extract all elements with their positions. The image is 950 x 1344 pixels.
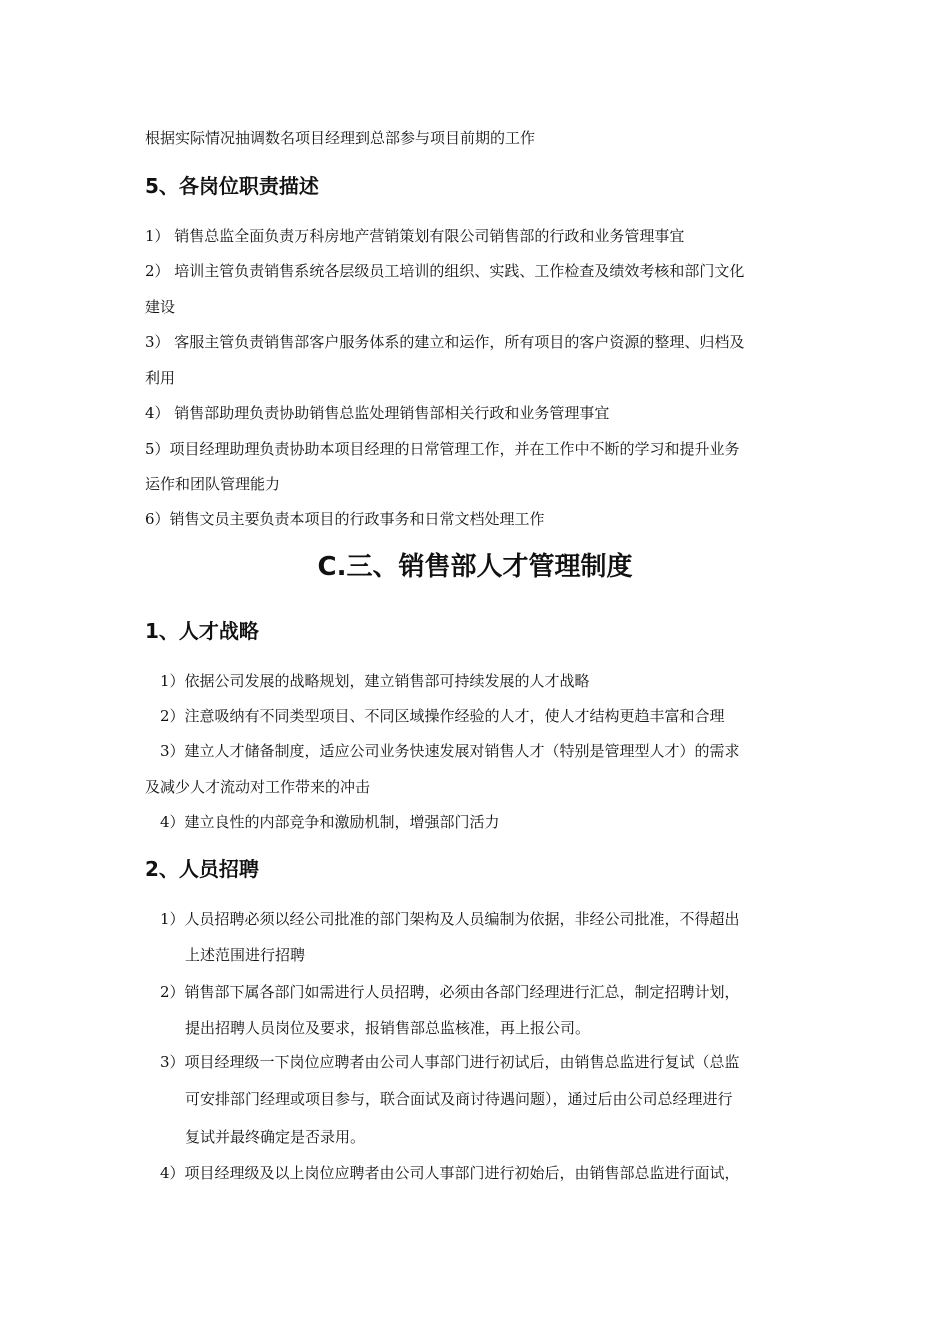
section-5-line: 4） 销售部助理负责协助销售总监处理销售部相关行政和业务管理事宜: [145, 404, 610, 422]
section-1-line: 2）注意吸纳有不同类型项目、不同区域操作经验的人才，使人才结构更趋丰富和合理: [160, 707, 725, 725]
section-2-line: 4）项目经理级及以上岗位应聘者由公司人事部门进行初始后，由销售部总监进行面试，: [160, 1164, 740, 1182]
section-2-heading: 2、人员招聘: [145, 857, 259, 881]
section-2-line: 可安排部门经理或项目参与，联合面试及商讨待遇问题），通过后由公司总经理进行: [185, 1090, 733, 1108]
section-2-line: 3）项目经理级一下岗位应聘者由公司人事部门进行初试后，由销售总监进行复试（总监: [160, 1053, 740, 1071]
section-5-heading: 5、各岗位职责描述: [145, 174, 319, 198]
section-2-line: 1）人员招聘必须以经公司批准的部门架构及人员编制为依据，非经公司批准，不得超出: [160, 910, 740, 928]
intro-line: 根据实际情况抽调数名项目经理到总部参与项目前期的工作: [145, 129, 536, 147]
section-1-line: 4）建立良性的内部竞争和激励机制，增强部门活力: [160, 813, 500, 831]
section-5-line: 3） 客服主管负责销售部客户服务体系的建立和运作，所有项目的客户资源的整理、归档及: [145, 333, 745, 351]
section-2-line: 上述范围进行招聘: [185, 946, 306, 964]
section-1-heading: 1、人才战略: [145, 619, 259, 643]
section-1-line: 及减少人才流动对工作带来的冲击: [145, 778, 371, 796]
section-5-line: 5）项目经理助理负责协助本项目经理的日常管理工作，并在工作中不断的学习和提升业务: [145, 440, 740, 458]
section-5-line: 建设: [145, 298, 176, 316]
section-1-line: 1）依据公司发展的战略规划，建立销售部可持续发展的人才战略: [160, 672, 590, 690]
section-1-line: 3）建立人才储备制度，适应公司业务快速发展对销售人才（特别是管理型人才）的需求: [160, 742, 740, 760]
section-5-line: 1） 销售总监全面负责万科房地产营销策划有限公司销售部的行政和业务管理事宜: [145, 227, 685, 245]
chapter-title: C.三、销售部人才管理制度: [317, 552, 633, 582]
section-5-line: 运作和团队管理能力: [145, 475, 281, 493]
section-2-line: 提出招聘人员岗位及要求，报销售部总监核准，再上报公司。: [185, 1019, 591, 1037]
section-2-line: 2）销售部下属各部门如需进行人员招聘，必须由各部门经理进行汇总，制定招聘计划，: [160, 983, 740, 1001]
section-5-line: 6）销售文员主要负责本项目的行政事务和日常文档处理工作: [145, 510, 545, 528]
section-2-line: 复试并最终确定是否录用。: [185, 1128, 366, 1146]
section-5-line: 利用: [145, 369, 176, 387]
section-5-line: 2） 培训主管负责销售系统各层级员工培训的组织、实践、工作检查及绩效考核和部门文化: [145, 262, 745, 280]
